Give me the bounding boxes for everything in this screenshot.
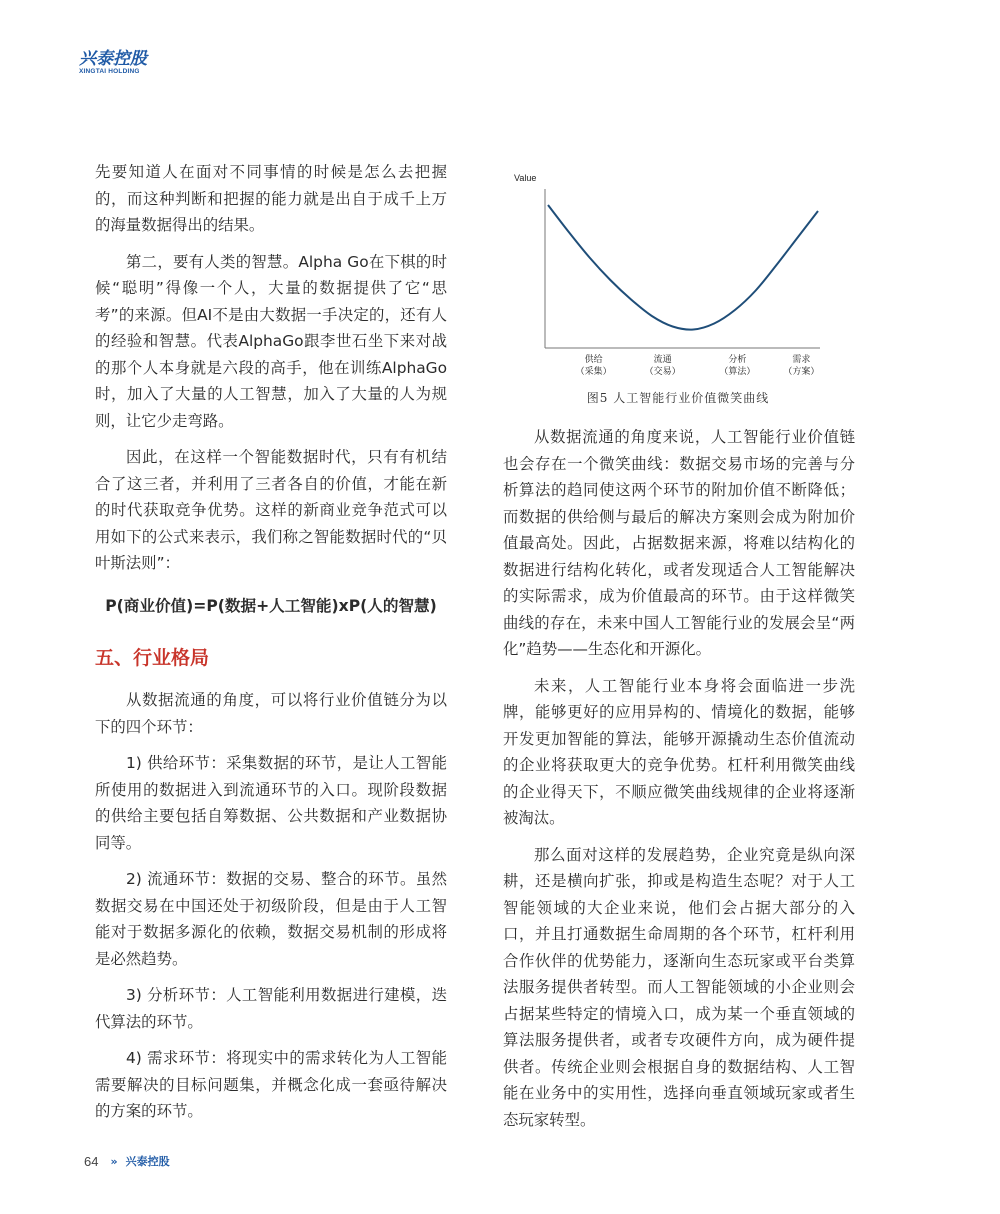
- logo-text: 兴泰控股: [79, 49, 147, 69]
- paragraph: 未来，人工智能行业本身将会面临进一步洗牌，能够更好的应用异构的、情境化的数据，能够开发更加智能的算法，能够开源撬动生态价值流动的企业将获取更大的竞争优势。杠杆利用微笑曲线的企业得天下，不顺应微笑曲线规律的企业将逐渐被淘汰。: [503, 676, 855, 827]
- x-tick-label: 流通: [653, 355, 672, 365]
- y-axis-label: Value: [514, 173, 537, 183]
- list-item-supply: 1) 供给环节：采集数据的环节，是让人工智能所使用的数据进入到流通环节的入口。现阶段数据的供给主要包括自筹数据、公共数据和产业数据协同等。: [95, 754, 447, 852]
- paragraph: 因此，在这样一个智能数据时代，只有有机结合了这三者，并利用了三者各自的价值，才能在新的时代获取竞争优势。这样的新商业竞争范式可以用如下的公式来表示，我们称之智能数据时代的“贝叶斯法则”：: [95, 448, 447, 572]
- paragraph: 从数据流通的角度来说，人工智能行业价值链也会存在一个微笑曲线：数据交易市场的完善与分析算法的趋同使这两个环节的附加价值不断降低；而数据的供给侧与最后的解决方案则会成为附加价值最高处。因此，占据数据来源，将难以结构化的数据进行结构化转化，或者发现适合人工智能解决的实际需求，成为价值最高的环节。由于这样微笑曲线的存在，未来中国人工智能行业的发展会呈“两化”趋势——生态化和开源化。: [503, 428, 855, 658]
- paragraph: 从数据流通的角度，可以将行业价值链分为以下的四个环节：: [95, 691, 447, 736]
- company-logo: [79, 50, 147, 76]
- footer-brand: 兴泰控股: [125, 1155, 170, 1168]
- right-column: [503, 424, 855, 1143]
- list-item-demand: 4) 需求环节：将现实中的需求转化为人工智能需要解决的目标问题集，并概念化成一套亟待解决的方案的环节。: [95, 1049, 447, 1120]
- logo-subtext: XINGTAI HOLDING: [79, 68, 140, 75]
- bayes-formula: P(商业价值)=P(数据+人工智能)xP(人的智慧): [105, 596, 437, 615]
- smile-curve-line: [548, 205, 818, 330]
- x-tick-sublabel: （算法）: [719, 367, 756, 377]
- list-item-circulation: 2) 流通环节：数据的交易、整合的环节。虽然数据交易在中国还处于初级阶段，但是由于人工智能对于数据多源化的依赖，数据交易机制的形成将是必然趋势。: [95, 870, 447, 968]
- x-tick-label: 分析: [728, 355, 747, 365]
- double-chevron-icon: »: [110, 1154, 118, 1168]
- left-column: [95, 159, 447, 1135]
- page-number: 64: [84, 1153, 99, 1169]
- x-tick-label: 需求: [792, 355, 811, 365]
- paragraph: 先要知道人在面对不同事情的时候是怎么去把握的，而这种判断和把握的能力就是出自于成千上万的海量数据得出的结果。: [95, 163, 447, 234]
- figure-caption: 图5 人工智能行业价值微笑曲线: [586, 391, 770, 405]
- smile-curve-figure: [508, 165, 828, 410]
- paragraph: 第二，要有人类的智慧。Alpha Go在下棋的时候“聪明”得像一个人，大量的数据提供了它“思考”的来源。但AI不是由大数据一手决定的，还有人的经验和智慧。代表AlphaGo跟李世石坐下来对战的那个人本身就是六段的高手，他在训练AlphaGo时，加入了大量的人工智慧，加入了大量的人为规则，让它少走弯路。: [95, 252, 447, 430]
- x-tick-sublabel: （方案）: [783, 367, 820, 377]
- list-item-analysis: 3) 分析环节：人工智能利用数据进行建模，迭代算法的环节。: [95, 986, 447, 1031]
- x-tick-label: 供给: [584, 355, 603, 365]
- page-footer: [84, 1154, 170, 1168]
- x-tick-sublabel: （采集）: [575, 367, 612, 377]
- section-heading: 五、行业格局: [95, 647, 210, 669]
- paragraph: 那么面对这样的发展趋势，企业究竟是纵向深耕，还是横向扩张，抑或是构造生态呢？对于人工智能领域的大企业来说，他们会占据大部分的入口，并且打通数据生命周期的各个环节，杠杆利用合作伙伴的优势能力，逐渐向生态玩家或平台类算法服务提供者转型。而人工智能领域的小企业则会占据某些特定的情境入口，成为某一个垂直领域的算法服务提供者，或者专攻硬件方向，成为硬件提供者。传统企业则会根据自身的数据结构、人工智能在业务中的实用性，选择向垂直领域玩家或者生态玩家转型。: [503, 845, 855, 1129]
- x-tick-sublabel: （交易）: [644, 367, 681, 377]
- smile-curve-chart: [508, 165, 828, 380]
